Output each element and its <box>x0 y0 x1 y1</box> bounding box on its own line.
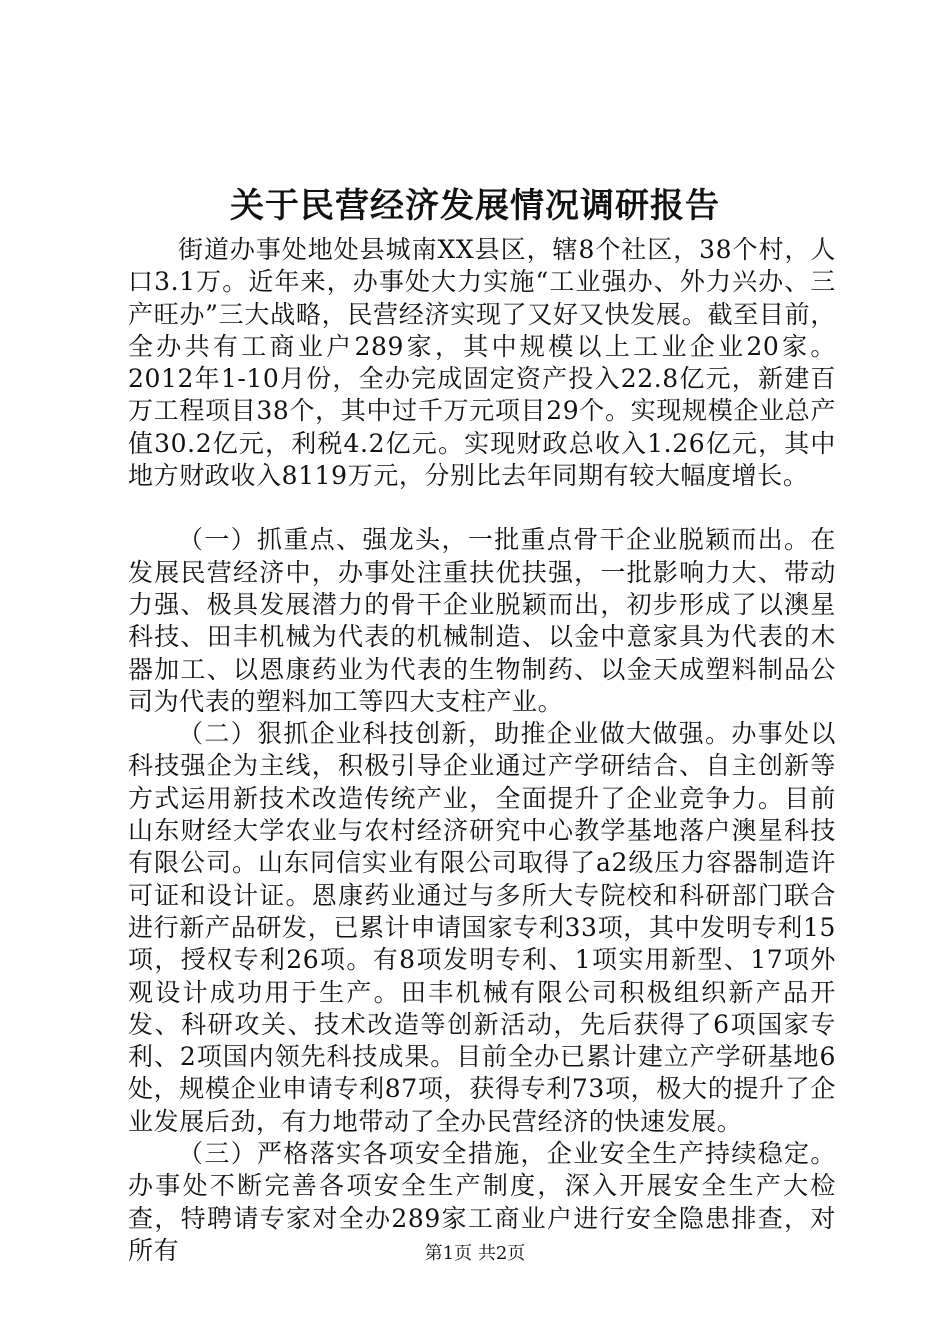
section-two-paragraph: （二）狠抓企业科技创新，助推企业做大做强。办事处以科技强企为主线，积极引导企业通过产学研结合、自主创新等方式运用新技术改造传统产业，全面提升了企业竞争力。目前山东财经大学农业与农村经济研究中心教学基地落户澳星科技有限公司。山东同信实业有限公司取得了a2级压力容器制造许可证和设计证。恩康药业通过与多所大专院校和科研部门联合进行新产品研发，已累计申请国家专利33项，其中发明专利15项，授权专利26项。有8项发明专利、1项实用新型、17项外观设计成功用于生产。田丰机械有限公司积极组织新产品开发、科研攻关、技术改造等创新活动，先后获得了6项国家专利、2项国内领先科技成果。目前全办已累计建立产学研基地6处，规模企业申请专利87项，获得专利73项，极大的提升了企业发展后劲，有力地带动了全办民营经济的快速发展。 <box>128 719 836 1136</box>
document-title: 关于民营经济发展情况调研报告 <box>230 186 720 226</box>
section-three-paragraph: （三）严格落实各项安全措施，企业安全生产持续稳定。办事处不断完善各项安全生产制度，深入开展安全生产大检查，特聘请专家对全办289家工商业户进行安全隐患排查，对所有 <box>128 1139 836 1265</box>
intro-paragraph: 街道办事处地处县城南XX县区，辖8个社区，38个村，人口3.1万。近年来，办事处大力实施“工业强办、外力兴办、三产旺办”三大战略，民营经济实现了又好又快发展。截至目前，全办共有工商业户289家，其中规模以上工业企业20家。2012年1-10月份，全办完成固定资产投入22.8亿元，新建百万工程项目38个，其中过千万元项目29个。实现规模企业总产值30.2亿元，利税4.2亿元。实现财政总收入1.26亿元，其中地方财政收入8119万元，分别比去年同期有较大幅度增长。 <box>128 235 836 491</box>
section-one-paragraph: （一）抓重点、强龙头，一批重点骨干企业脱颖而出。在发展民营经济中，办事处注重扶优扶强，一批影响力大、带动力强、极具发展潜力的骨干企业脱颖而出，初步形成了以澳星科技、田丰机械为代表的机械制造、以金中意家具为代表的木器加工、以恩康药业为代表的生物制药、以金天成塑料制品公司为代表的塑料加工等四大支柱产业。 <box>128 525 836 716</box>
document-body <box>128 234 836 1267</box>
page-number-footer: 第1页 共2页 <box>424 1243 526 1264</box>
